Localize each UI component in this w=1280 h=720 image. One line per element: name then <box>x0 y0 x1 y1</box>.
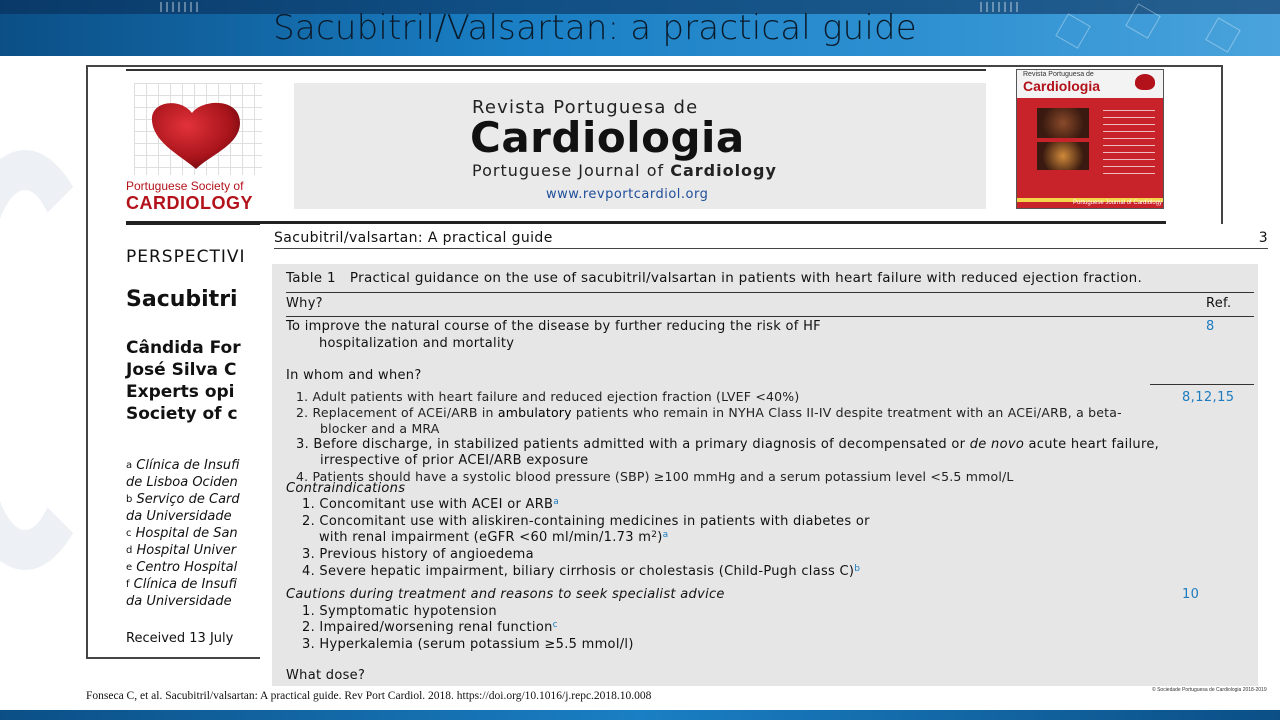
heart-icon <box>140 93 250 173</box>
contra-item: 3. Previous history of angioedema <box>302 547 534 562</box>
affiliation-line <box>126 559 240 576</box>
table-rule <box>1150 384 1254 385</box>
why-line: hospitalization and mortality <box>319 336 515 351</box>
journal-name-en <box>472 161 777 180</box>
journal-name-main: Cardiologia <box>470 113 745 162</box>
journal-name-pt: Revista Portuguesa de <box>472 97 699 118</box>
affiliation-mark: e <box>126 562 133 573</box>
affiliation-line <box>126 576 240 593</box>
whom-item-emphasis: ambulatory <box>497 405 572 420</box>
caution-item-text: 2. Impaired/worsening renal function <box>302 620 553 635</box>
slide-copyright: © Sociedade Portuguesa de Cardiologia 2018-2019 <box>1152 687 1267 693</box>
author-line: José Silva C <box>126 360 237 380</box>
section-heading-dose: What dose? <box>286 668 366 683</box>
article-title: Sacubitri <box>126 287 238 312</box>
affiliation-line <box>126 491 240 508</box>
contra-item-text: 1. Concomitant use with ACEI or ARB <box>302 497 554 512</box>
footnote-mark: a <box>553 497 560 507</box>
contra-item-text: with renal impairment (eGFR <60 ml/min/1.73 m <box>319 530 652 545</box>
caution-item: 1. Symptomatic hypotension <box>302 604 497 619</box>
cover-image <box>1037 108 1089 138</box>
cover-title-small: Revista Portuguesa de <box>1023 71 1094 78</box>
whom-item: 1. Adult patients with heart failure and reduced ejection fraction (LVEF <40%) <box>296 389 800 404</box>
caution-item <box>302 620 558 635</box>
cover-image <box>1037 142 1089 170</box>
column-header-why: Why? <box>286 296 323 311</box>
affiliation-line <box>126 457 240 474</box>
table-label: Table 1 <box>286 270 336 286</box>
affiliation-mark: f <box>126 579 130 590</box>
contra-item-text: ) <box>657 530 663 545</box>
whom-item <box>296 437 1159 452</box>
author-line: Experts opi <box>126 382 235 402</box>
article-top-rule <box>126 69 986 71</box>
section-heading-contra: Contraindications <box>286 481 406 496</box>
cover-footer-text: Portuguese Journal of Cardiology <box>1073 200 1163 206</box>
journal-name-en-prefix: Portuguese Journal of <box>472 161 671 180</box>
section-heading-whom: In whom and when? <box>286 368 422 383</box>
slide-citation: Fonseca C, et al. Sacubitril/valsartan: A practical guide. Rev Port Cardiol. 2018. https://doi.org/10.1016/j.repc.2018.10.008 <box>86 690 652 702</box>
affiliation-line <box>126 525 240 542</box>
affiliation-text: Serviço de Card <box>136 492 240 507</box>
contra-item-continuation <box>319 530 668 545</box>
cover-heart-icon <box>1135 74 1155 90</box>
slide-title: Sacubitril/Valsartan: a practical guide <box>273 8 917 48</box>
society-name-line2: CARDIOLOGY <box>126 193 254 213</box>
whom-item: 4. Patients should have a systolic blood pressure (SBP) ≥100 mmHg and a serum potassium level <5.5 mmol/L <box>296 469 1014 484</box>
running-header-rule <box>274 248 1268 249</box>
ref-whom: 8,12,15 <box>1182 390 1235 405</box>
table-caption-text: Practical guidance on the use of sacubitril/valsartan in patients with heart failure with reduced ejection fraction. <box>349 270 1143 286</box>
whom-item-text: 2. Replacement of ACEi/ARB in <box>296 405 498 420</box>
article-received: Received 13 July <box>126 631 234 646</box>
journal-name-en-bold: Cardiology <box>670 161 777 180</box>
affiliation-text: Centro Hospital <box>136 560 238 575</box>
table-rule <box>286 292 1254 293</box>
contra-item <box>302 564 860 579</box>
journal-banner <box>294 83 986 209</box>
cover-title: Cardiologia <box>1023 78 1101 94</box>
cover-text-lines <box>1103 110 1155 174</box>
whom-item-continuation: irrespective of prior ACEI/ARB exposure <box>320 453 589 468</box>
footnote-mark: c <box>552 620 558 630</box>
slide-footer-band <box>0 710 1280 720</box>
affiliation-mark: a <box>126 460 133 471</box>
affiliation-line <box>126 474 240 491</box>
ref-why: 8 <box>1206 319 1215 334</box>
section-heading-caution: Cautions during treatment and reasons to seek specialist advice <box>286 587 725 602</box>
running-header-title: Sacubitril/valsartan: A practical guide <box>274 230 553 246</box>
affiliation-text: Hospital Univer <box>136 543 237 558</box>
cover-header <box>1017 70 1163 98</box>
column-header-ref: Ref. <box>1206 296 1232 311</box>
article-affiliations <box>126 457 240 610</box>
page-number: 3 <box>1258 230 1268 246</box>
affiliation-mark: c <box>126 528 132 539</box>
whom-item-italic: de novo <box>969 437 1025 452</box>
affiliation-text: de Lisboa Ociden <box>126 475 238 490</box>
guidance-table <box>272 264 1258 686</box>
caution-item: 3. Hyperkalemia (serum potassium ≥5.5 mmol/l) <box>302 637 634 652</box>
why-line: To improve the natural course of the disease by further reducing the risk of HF <box>286 319 821 334</box>
table-caption <box>286 270 1142 286</box>
superscript: 2 <box>651 530 658 540</box>
whom-item-continuation: blocker and a MRA <box>320 421 440 436</box>
footnote-mark: a <box>662 530 669 540</box>
society-name-line1: Portuguese Society of <box>126 179 244 193</box>
footnote-mark: b <box>854 564 861 574</box>
affiliation-mark: b <box>126 494 133 505</box>
journal-url: www.revportcardiol.org <box>546 187 709 202</box>
table-rule <box>286 316 1254 317</box>
society-logo <box>126 83 266 213</box>
affiliation-line <box>126 508 240 525</box>
article-section: PERSPECTIVI <box>126 247 246 267</box>
affiliation-mark: d <box>126 545 133 556</box>
affiliation-text: Hospital de San <box>135 526 238 541</box>
affiliation-line <box>126 542 240 559</box>
article-authors <box>126 337 241 425</box>
whom-item <box>296 405 1122 420</box>
whom-item-text: patients who remain in NYHA Class II-IV despite treatment with an ACEi/ARB, a beta- <box>571 405 1122 420</box>
running-header <box>274 230 1268 246</box>
affiliation-text: da Universidade <box>126 594 232 609</box>
table-page <box>260 224 1268 686</box>
journal-cover <box>1016 69 1164 209</box>
whom-item-text: 3. Before discharge, in stabilized patients admitted with a primary diagnosis of decompensated or <box>296 437 970 452</box>
ref-caution: 10 <box>1182 587 1200 602</box>
contra-item <box>302 497 559 512</box>
affiliation-text: Clínica de Insufi <box>136 458 240 473</box>
contra-item-text: 4. Severe hepatic impairment, biliary cirrhosis or cholestasis (Child-Pugh class C) <box>302 564 855 579</box>
author-line: Society of c <box>126 404 238 424</box>
affiliation-line <box>126 593 240 610</box>
affiliation-text: da Universidade <box>126 509 232 524</box>
author-line: Cândida For <box>126 338 241 358</box>
contra-item: 2. Concomitant use with aliskiren-containing medicines in patients with diabetes or <box>302 514 870 529</box>
whom-item-text: acute heart failure, <box>1024 437 1160 452</box>
affiliation-text: Clínica de Insufi <box>133 577 237 592</box>
